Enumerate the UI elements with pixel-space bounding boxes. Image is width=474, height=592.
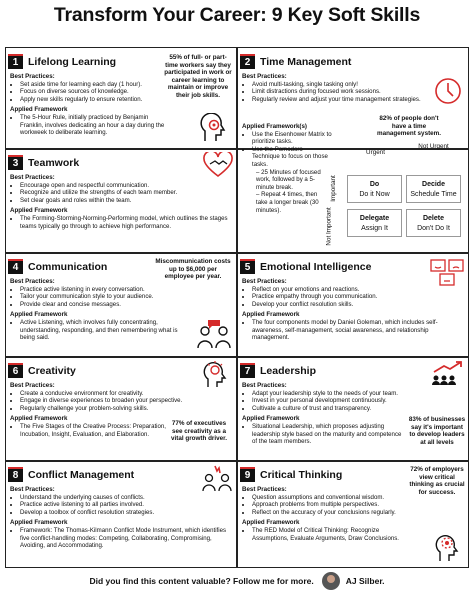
stat-callout: Miscommunication costs up to $6,000 per employee per year. bbox=[155, 258, 231, 281]
framework-label: Applied Framework bbox=[242, 415, 300, 423]
handshake-heart-icon bbox=[202, 152, 234, 178]
skill-card-teamwork bbox=[6, 150, 236, 252]
thinking-head-icon bbox=[434, 532, 464, 562]
matrix-header-urgent: Urgent bbox=[366, 149, 385, 156]
practice-item: • Practice empathy through you communication. bbox=[252, 293, 432, 301]
eisenhower-matrix bbox=[325, 143, 468, 249]
leadership-arrow-icon bbox=[430, 360, 464, 386]
matrix-cell-sub: Do it Now bbox=[359, 191, 390, 198]
best-practices-label: Best Practices: bbox=[10, 174, 55, 181]
stat-callout: 82% of people don't have a time management system. bbox=[376, 115, 442, 138]
matrix-cell-sub: Assign It bbox=[361, 225, 388, 232]
skill-card-conflict-management bbox=[6, 462, 236, 568]
framework-label: Applied Framework bbox=[242, 311, 300, 319]
practice-item: • Question assumptions and conventional wisdom. bbox=[252, 494, 422, 502]
practice-item: • Tailor your communication style to your audience. bbox=[20, 293, 200, 301]
section-title: Teamwork bbox=[28, 156, 80, 169]
section-title: Lifelong Learning bbox=[28, 55, 117, 68]
best-practices-label: Best Practices: bbox=[10, 278, 55, 285]
matrix-cell-sub: Schedule Time bbox=[410, 191, 457, 198]
practice-item: • Practice active listening in every conversation. bbox=[20, 286, 200, 294]
skill-card-emotional-intelligence bbox=[238, 254, 468, 356]
practice-item: • Limit distractions during focused work sessions. bbox=[252, 88, 422, 96]
framework-item: • The Five Stages of the Creative Process: Preparation, Incubation, Insight, Evaluation, and Elaboration. bbox=[20, 423, 170, 438]
author-name[interactable]: AJ Silber. bbox=[345, 576, 385, 586]
framework-label: Applied Framework bbox=[10, 519, 68, 527]
framework-label: Applied Framework bbox=[10, 415, 68, 423]
best-practices-label: Best Practices: bbox=[242, 486, 287, 493]
section-number: 7 bbox=[240, 363, 255, 378]
practice-item: • Develop your conflict resolution skills. bbox=[252, 301, 432, 309]
section-title: Creativity bbox=[28, 364, 76, 377]
stat-callout: 77% of executives see creativity as a vital growth driver. bbox=[171, 420, 227, 443]
lightbulb-head-icon bbox=[202, 360, 232, 388]
stat-callout: 83% of businesses say it's important to develop leaders at all levels bbox=[408, 416, 466, 446]
practice-item: • Adapt your leadership style to the needs of your team. bbox=[252, 390, 432, 398]
best-practices-label: Best Practices: bbox=[10, 486, 55, 493]
practice-item: • Provide clear and concise messages. bbox=[20, 301, 200, 309]
section-number: 6 bbox=[8, 363, 23, 378]
clock-icon bbox=[434, 77, 462, 105]
framework-item: • The four components model by Daniel Goleman, which includes self-awareness, self-management, social awareness, and relationship management. bbox=[252, 319, 464, 342]
brain-head-icon bbox=[199, 113, 231, 145]
practice-item: • Focus on diverse sources of knowledge. bbox=[20, 88, 170, 96]
matrix-cell-title: Do bbox=[369, 181, 380, 188]
matrix-cell-title: Decide bbox=[422, 181, 445, 188]
matrix-cell-title: Delete bbox=[422, 215, 444, 222]
matrix-cell-delegate bbox=[347, 209, 402, 237]
pomodoro-step: – 25 Minutes of focused work, followed by a 5-minute break. bbox=[256, 169, 326, 192]
matrix-cell-do bbox=[347, 175, 402, 203]
best-practices-label: Best Practices: bbox=[10, 382, 55, 389]
pomodoro-step: – Repeat 4 times, then take a longer break (30 minutes). bbox=[256, 191, 326, 214]
framework-item: • Use the Pomodoro Technique to focus on those tasks. bbox=[252, 146, 332, 169]
practice-item: • Understand the underlying causes of conflicts. bbox=[20, 494, 232, 502]
skill-card-time-management bbox=[238, 49, 468, 252]
practice-item: • Engage in diverse experiences to broaden your perspective. bbox=[20, 397, 232, 405]
conflict-people-icon bbox=[202, 464, 232, 492]
best-practices-label: Best Practices: bbox=[242, 382, 287, 389]
framework-label: Applied Framework bbox=[10, 106, 68, 114]
matrix-cell-delete bbox=[406, 209, 461, 237]
best-practices-label: Best Practices: bbox=[10, 73, 55, 80]
section-number: 1 bbox=[8, 54, 23, 69]
skill-card-leadership bbox=[238, 358, 468, 460]
practice-item: • Recognize and utilize the strengths of each team member. bbox=[20, 189, 230, 197]
practice-item: • Create a conducive environment for creativity. bbox=[20, 390, 232, 398]
people-talking-icon bbox=[196, 318, 232, 352]
practice-item: • Apply new skills regularly to ensure retention. bbox=[20, 96, 170, 104]
practice-item: • Set clear goals and roles within the team. bbox=[20, 197, 230, 205]
practice-item: • Approach problems from multiple perspectives. bbox=[252, 501, 422, 509]
practice-item: • Invest in your personal development continuously. bbox=[252, 397, 432, 405]
practice-item: • Regularly review and adjust your time management strategies. bbox=[252, 96, 422, 104]
footer-text: Did you find this content valuable? Follow me for more. bbox=[89, 576, 314, 586]
framework-item: • Active Listening, which involves fully concentrating, understanding, responding, and then remembering what is being said. bbox=[20, 319, 185, 342]
matrix-header-not-important: Not Important bbox=[325, 207, 333, 246]
practice-item: • Cultivate a culture of trust and transparency. bbox=[252, 405, 432, 413]
section-number: 3 bbox=[8, 155, 23, 170]
section-number: 2 bbox=[240, 54, 255, 69]
framework-item: • The RED Model of Critical Thinking: Recognize Assumptions, Evaluate Arguments, Draw Conclusions. bbox=[252, 527, 412, 542]
practice-item: • Regularly challenge your problem-solving skills. bbox=[20, 405, 232, 413]
section-number: 4 bbox=[8, 259, 23, 274]
best-practices-label: Best Practices: bbox=[242, 278, 287, 285]
skill-card-creativity bbox=[6, 358, 236, 460]
matrix-cell-title: Delegate bbox=[359, 215, 390, 222]
skill-card-critical-thinking bbox=[238, 462, 468, 568]
section-number: 8 bbox=[8, 467, 23, 482]
page-title: Transform Your Career: 9 Key Soft Skills bbox=[53, 4, 421, 26]
avatar[interactable] bbox=[322, 572, 340, 590]
practice-item: • Avoid multi-tasking, single tasking only! bbox=[252, 81, 422, 89]
best-practices-label: Best Practices: bbox=[242, 73, 287, 80]
practice-item: • Reflect on the accuracy of your conclusions regularly. bbox=[252, 509, 422, 517]
section-number: 5 bbox=[240, 259, 255, 274]
footer bbox=[0, 570, 474, 592]
skill-card-lifelong-learning bbox=[6, 49, 236, 148]
practice-item: • Develop a toolbox of conflict resolution strategies. bbox=[20, 509, 232, 517]
matrix-cell-decide bbox=[406, 175, 461, 203]
stat-callout: 55% of full- or part-time workers say they participated in work or career learning to maintain or improve their job skills. bbox=[164, 54, 232, 99]
matrix-header-important: Important bbox=[329, 175, 337, 202]
section-title: Conflict Management bbox=[28, 468, 135, 481]
framework-label: Applied Framework bbox=[10, 311, 68, 319]
section-title: Time Management bbox=[260, 55, 352, 68]
practice-item: • Practice active listening to all parties involved. bbox=[20, 501, 232, 509]
stat-callout: 72% of employers view critical thinking as crucial for success. bbox=[409, 466, 465, 496]
framework-item: • Use the Eisenhower Matrix to prioritize tasks. bbox=[252, 131, 332, 146]
practice-item: • Set aside time for learning each day (1 hour). bbox=[20, 81, 170, 89]
section-title: Communication bbox=[28, 260, 108, 273]
matrix-header-not-urgent: Not Urgent bbox=[418, 143, 449, 150]
section-title: Emotional Intelligence bbox=[260, 260, 372, 273]
emotions-icon bbox=[430, 258, 464, 288]
framework-label: Applied Framework bbox=[10, 207, 68, 215]
framework-item: • The Forming-Storming-Norming-Performing model, which outlines the stages teams typically go through to achieve high performance. bbox=[20, 215, 230, 230]
framework-label: Applied Framework(s) bbox=[242, 123, 307, 130]
framework-label: Applied Framework bbox=[242, 519, 300, 527]
matrix-cell-sub: Don't Do It bbox=[417, 225, 450, 232]
practice-item: • Encourage open and respectful communication. bbox=[20, 182, 230, 190]
framework-item: • Framework: The Thomas-Kilmann Conflict Mode Instrument, which identifies five conflict-handling modes: Competing, Collaborating, Compromising, Avoiding, and Accommodating. bbox=[20, 527, 232, 550]
section-title: Critical Thinking bbox=[260, 468, 343, 481]
framework-item: • Situational Leadership, which proposes adjusting leadership style based on the maturity and competence of the team members. bbox=[252, 423, 407, 446]
skill-card-communication bbox=[6, 254, 236, 356]
section-number: 9 bbox=[240, 467, 255, 482]
framework-item: • The 5-Hour Rule, initially practiced by Benjamin Franklin, involves dedicating an hour a day during the workweek to deliberate learning. bbox=[20, 114, 170, 137]
practice-item: • Reflect on your emotions and reactions. bbox=[252, 286, 432, 294]
section-title: Leadership bbox=[260, 364, 317, 377]
